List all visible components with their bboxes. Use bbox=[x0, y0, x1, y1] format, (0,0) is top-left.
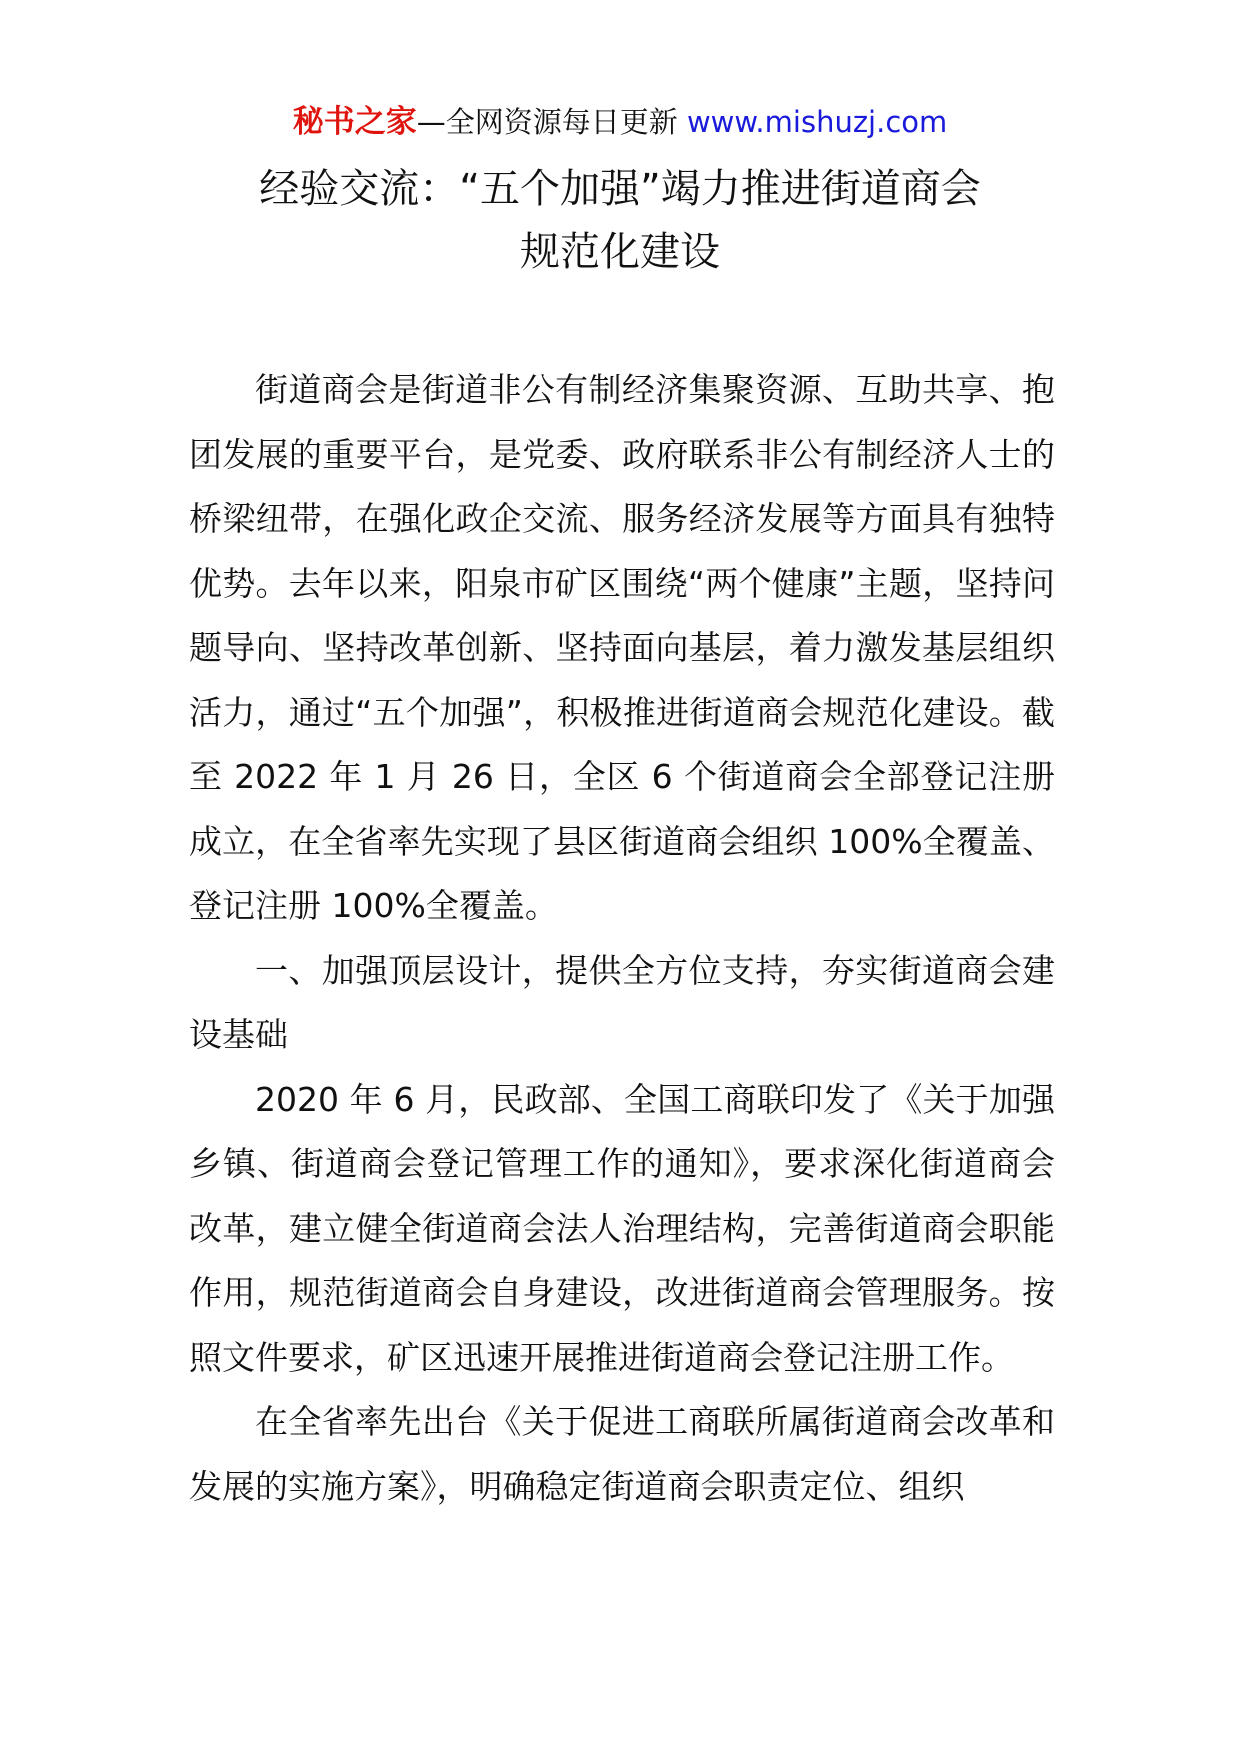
header-slogan: —全网资源每日更新 bbox=[416, 105, 687, 139]
section-heading-1: 一、加强顶层设计，提供全方位支持，夯实街道商会建设基础 bbox=[189, 950, 1055, 1054]
paragraph-intro: 街道商会是街道非公有制经济集聚资源、互助共享、抱团发展的重要平台，是党委、政府联系非公有制经济人士的桥梁纽带，在强化政企交流、服务经济发展等方面具有独特优势。去年以来，阳泉市矿区围绕“两个健康”主题，坚持问题导向、坚持改革创新、坚持面向基层，着力激发基层组织活力，通过“五个加强”，积极推进街道商会规范化建设。截至 2022 年 1 月 26 日，全区 6 个街道商会全部登记注册成立，在全省率先实现了县区街道商会组织 100%全覆盖、登记注册 100%全覆盖。 bbox=[189, 370, 1055, 925]
title-line-2: 规范化建设 bbox=[520, 229, 720, 275]
document-title bbox=[0, 158, 1240, 284]
brand-name: 秘书之家 bbox=[292, 104, 417, 140]
document-body bbox=[189, 358, 1055, 1519]
title-line-1: 经验交流：“五个加强”竭力推进街道商会 bbox=[259, 166, 981, 212]
paragraph-2: 2020 年 6 月，民政部、全国工商联印发了《关于加强乡镇、街道商会登记管理工作的通知》，要求深化街道商会改革，建立健全街道商会法人治理结构，完善街道商会职能作用，规范街道商会自身建设，改进街道商会管理服务。按照文件要求，矿区迅速开展推进街道商会登记注册工作。 bbox=[189, 1079, 1055, 1377]
paragraph-3: 在全省率先出台《关于促进工商联所属街道商会改革和发展的实施方案》，明确稳定街道商会职责定位、组织 bbox=[189, 1402, 1055, 1506]
site-header bbox=[0, 102, 1240, 142]
site-link[interactable]: www.mishuzj.com bbox=[686, 105, 948, 139]
